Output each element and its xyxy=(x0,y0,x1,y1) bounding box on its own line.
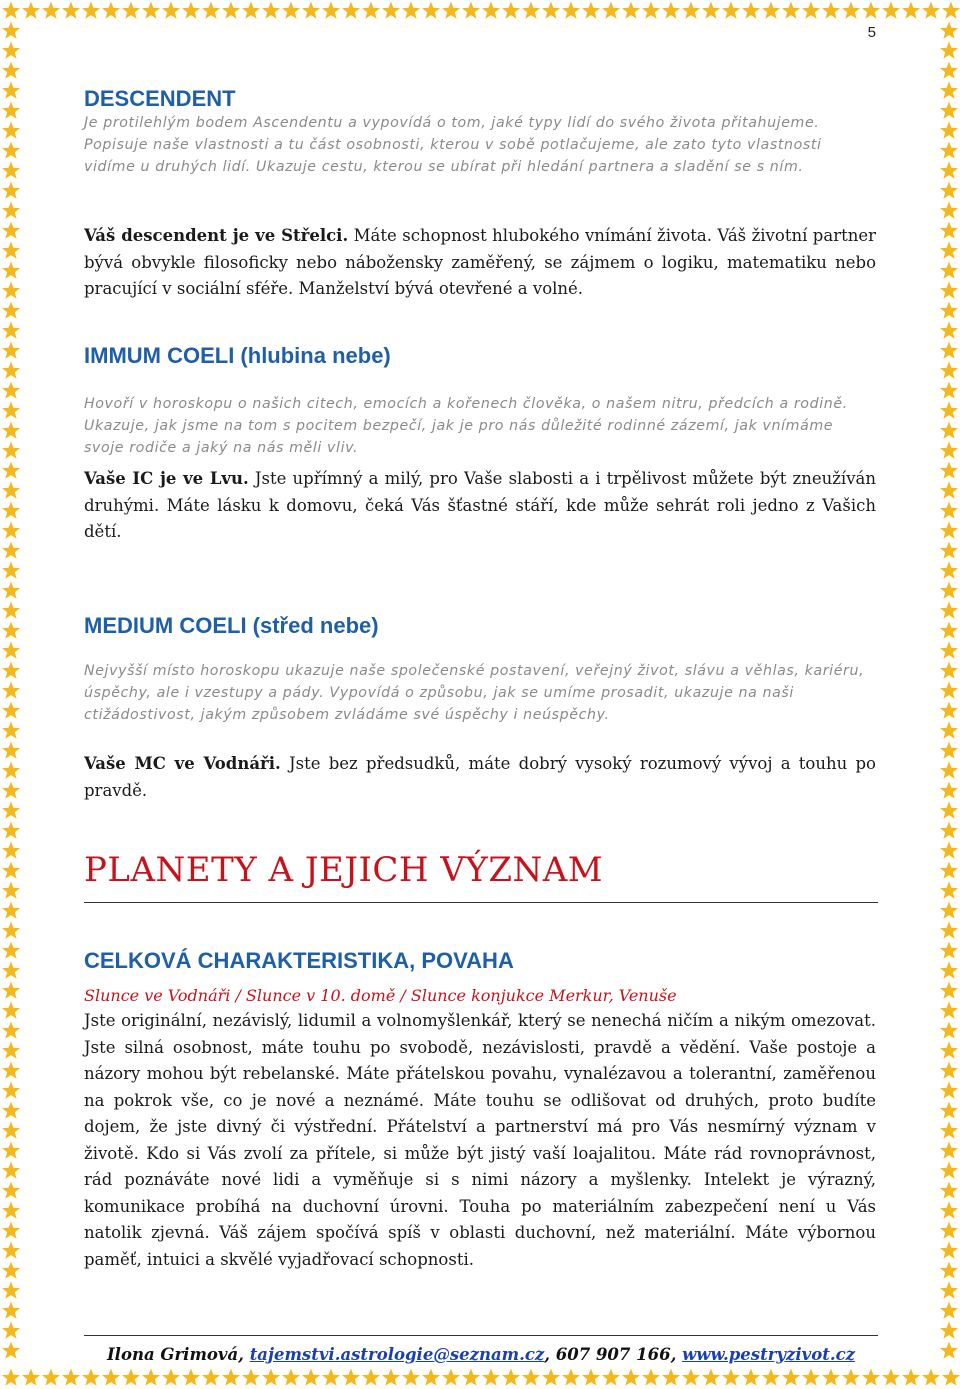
star-icon xyxy=(742,1369,760,1386)
planets-title: PLANETY A JEJICH VÝZNAM xyxy=(84,850,604,890)
star-icon xyxy=(2,742,20,759)
footer-email-link[interactable]: tajemstvi.astrologie@seznam.cz xyxy=(249,1345,545,1364)
star-icon xyxy=(382,2,400,19)
star-icon xyxy=(940,842,958,859)
star-icon xyxy=(362,1369,380,1386)
star-icon xyxy=(402,1369,420,1386)
star-icon xyxy=(342,1369,360,1386)
star-icon xyxy=(940,1202,958,1219)
star-icon xyxy=(940,1062,958,1079)
star-icon xyxy=(940,902,958,919)
star-icon xyxy=(2,262,20,279)
star-icon xyxy=(742,2,760,19)
star-icon xyxy=(2,782,20,799)
title-divider xyxy=(84,902,878,903)
star-icon xyxy=(602,1369,620,1386)
star-icon xyxy=(2,102,20,119)
star-icon xyxy=(940,182,958,199)
star-icon xyxy=(2,1002,20,1019)
star-icon xyxy=(940,242,958,259)
star-icon xyxy=(542,2,560,19)
star-icon xyxy=(462,2,480,19)
immum-coeli-body: Jste upřímný a milý, pro Vaše slabosti a i trpělivost můžete být zneužíván druhými. Máte lásku k domovu, čeká Vás šťastné stáří, kde může sehrát roli jedno z Vašich dětí. xyxy=(84,469,876,541)
star-icon xyxy=(2,422,20,439)
star-icon xyxy=(822,2,840,19)
star-icon xyxy=(662,2,680,19)
star-icon xyxy=(42,2,60,19)
star-icon xyxy=(582,1369,600,1386)
star-icon xyxy=(722,2,740,19)
descendent-intro: Je protilehlým bodem Ascendentu a vypovídá o tom, jaké typy lidí do svého života přitahujeme. Popisuje naše vlastnosti a tu část osobnosti, kterou v sobě potlačujeme, ale zato tyto vlastnosti vidíme u druhých lidí. Ukazuje cestu, kterou se ubírat při hledání partnera a sladění se s ním. xyxy=(84,115,822,175)
star-icon xyxy=(342,2,360,19)
star-icon xyxy=(682,2,700,19)
immum-coeli-text xyxy=(84,466,876,546)
star-icon xyxy=(940,742,958,759)
star-icon xyxy=(702,1369,720,1386)
star-icon xyxy=(2,182,20,199)
star-icon xyxy=(2,802,20,819)
star-icon xyxy=(940,502,958,519)
star-icon xyxy=(582,2,600,19)
star-icon xyxy=(940,362,958,379)
star-icon xyxy=(782,2,800,19)
star-icon xyxy=(2,302,20,319)
star-icon xyxy=(862,2,880,19)
star-icon xyxy=(2,222,20,239)
star-icon xyxy=(2,1102,20,1119)
star-icon xyxy=(622,2,640,19)
star-icon xyxy=(122,2,140,19)
star-icon xyxy=(222,1369,240,1386)
star-icon xyxy=(2,902,20,919)
star-icon xyxy=(782,1369,800,1386)
star-icon xyxy=(2,1242,20,1259)
star-icon xyxy=(2,542,20,559)
star-icon xyxy=(940,802,958,819)
star-icon xyxy=(940,622,958,639)
star-border-top xyxy=(0,0,960,22)
star-icon xyxy=(940,202,958,219)
star-icon xyxy=(682,1369,700,1386)
star-icon xyxy=(22,2,40,19)
star-icon xyxy=(322,2,340,19)
star-icon xyxy=(940,342,958,359)
star-icon xyxy=(2,882,20,899)
star-icon xyxy=(722,1369,740,1386)
star-icon xyxy=(2,202,20,219)
star-icon xyxy=(940,102,958,119)
star-icon xyxy=(940,22,958,39)
star-icon xyxy=(442,2,460,19)
star-icon xyxy=(940,442,958,459)
star-icon xyxy=(2,1042,20,1059)
star-icon xyxy=(940,1142,958,1159)
star-icon xyxy=(642,2,660,19)
star-icon xyxy=(482,1369,500,1386)
star-icon xyxy=(2,522,20,539)
star-icon xyxy=(422,2,440,19)
star-icon xyxy=(2,842,20,859)
star-icon xyxy=(2,762,20,779)
star-icon xyxy=(940,682,958,699)
star-icon xyxy=(2,1022,20,1039)
footer-divider xyxy=(84,1335,878,1336)
star-icon xyxy=(562,1369,580,1386)
star-icon xyxy=(940,882,958,899)
star-icon xyxy=(2,702,20,719)
star-icon xyxy=(940,142,958,159)
star-icon xyxy=(322,1369,340,1386)
star-icon xyxy=(2,342,20,359)
star-icon xyxy=(940,702,958,719)
star-icon xyxy=(602,2,620,19)
star-icon xyxy=(2,242,20,259)
star-icon xyxy=(940,1162,958,1179)
star-icon xyxy=(940,1282,958,1299)
sun-placement-subheading: Slunce ve Vodnáři / Slunce v 10. domě / Slunce konjukce Merkur, Venuše xyxy=(84,986,677,1005)
star-icon xyxy=(2,1142,20,1159)
star-icon xyxy=(2,602,20,619)
star-icon xyxy=(242,1369,260,1386)
medium-coeli-lead: Vaše MC ve Vodnáři. xyxy=(84,754,281,773)
star-icon xyxy=(940,602,958,619)
star-icon xyxy=(940,482,958,499)
star-icon xyxy=(2,282,20,299)
star-icon xyxy=(940,1122,958,1139)
star-icon xyxy=(822,1369,840,1386)
star-icon xyxy=(940,1102,958,1119)
star-icon xyxy=(940,82,958,99)
page-number: 5 xyxy=(867,24,876,41)
star-icon xyxy=(202,2,220,19)
star-icon xyxy=(940,942,958,959)
descendent-text xyxy=(84,223,876,303)
star-icon xyxy=(242,2,260,19)
star-icon xyxy=(940,402,958,419)
star-icon xyxy=(940,1002,958,1019)
star-icon xyxy=(522,1369,540,1386)
star-icon xyxy=(940,1182,958,1199)
star-icon xyxy=(940,962,958,979)
star-icon xyxy=(122,1369,140,1386)
star-icon xyxy=(262,2,280,19)
star-icon xyxy=(2,322,20,339)
star-icon xyxy=(940,642,958,659)
star-icon xyxy=(940,122,958,139)
star-icon xyxy=(940,722,958,739)
star-icon xyxy=(2,962,20,979)
star-icon xyxy=(162,1369,180,1386)
star-icon xyxy=(182,2,200,19)
star-icon xyxy=(940,322,958,339)
star-icon xyxy=(940,262,958,279)
star-icon xyxy=(940,1262,958,1279)
star-icon xyxy=(940,422,958,439)
medium-coeli-intro: Nejvyšší místo horoskopu ukazuje naše společenské postavení, veřejný život, slávu a věhlas, kariéru, úspěchy, ale i vzestupy a pády. Vypovídá o způsobu, jak se umíme prosadit, ukazuje na naši ctižádostivost, jakým způsobem zvládáme své úspěchy i neúspěchy. xyxy=(84,663,865,723)
star-icon xyxy=(262,1369,280,1386)
star-icon xyxy=(502,1369,520,1386)
star-icon xyxy=(902,1369,920,1386)
star-icon xyxy=(762,1369,780,1386)
star-icon xyxy=(2,162,20,179)
star-icon xyxy=(2,462,20,479)
star-icon xyxy=(940,862,958,879)
star-icon xyxy=(2,982,20,999)
star-icon xyxy=(2,1342,20,1359)
star-icon xyxy=(182,1369,200,1386)
star-icon xyxy=(2,142,20,159)
star-icon xyxy=(2,1282,20,1299)
star-icon xyxy=(940,762,958,779)
star-icon xyxy=(362,2,380,19)
star-icon xyxy=(402,2,420,19)
star-icon xyxy=(482,2,500,19)
star-icon xyxy=(940,522,958,539)
star-icon xyxy=(2,22,20,39)
star-icon xyxy=(2,82,20,99)
star-icon xyxy=(842,2,860,19)
star-icon xyxy=(102,1369,120,1386)
footer-phone: , 607 907 166, xyxy=(544,1345,683,1364)
star-icon xyxy=(2,682,20,699)
medium-coeli-body: Jste bez předsudků, máte dobrý vysoký rozumový vývoj a touhu po pravdě. xyxy=(84,754,876,800)
star-icon xyxy=(2,62,20,79)
star-icon xyxy=(2,1302,20,1319)
character-text: Jste originální, nezávislý, lidumil a volnomyšlenkář, který se nenechá ničím a nikým omezovat. Jste silná osobnost, máte touhu po svobodě, nezávislosti, pravdě a vědění. Vaše postoje a názory mohou být rebelanské. Máte přátelskou povahu, vynalézavou a tolerantní, zaměřenou na pokrok vše, co je nové a neznámé. Máte touhu se odlišovat od druhých, proto budíte dojem, že jste divný či výstřední. Přátelství a partnerství má pro Vás nesmírný význam v životě. Kdo si Vás zvolí za přítele, si může být jistý vaší loajalitou. Máte rád rovnoprávnost, rád poznáváte nové lidi a vyměňuje si s nimi názory a myšlenky. Intelekt je výrazný, komunikace probíhá na duchovní úrovni. Touha po materiálním zabezpečení není u Vás natolik zjevná. Váš zájem spočívá spíš v oblasti duchovní, než materiální. Máte výbornou paměť, intuici a skvělé vyjadřovací schopnosti. xyxy=(84,1011,876,1269)
star-icon xyxy=(2,822,20,839)
star-icon xyxy=(2,1082,20,1099)
descendent-heading: DESCENDENT xyxy=(84,86,236,111)
star-icon xyxy=(282,1369,300,1386)
star-icon xyxy=(940,1342,958,1359)
star-icon xyxy=(940,1022,958,1039)
medium-coeli-heading: MEDIUM COELI (střed nebe) xyxy=(84,613,379,638)
star-icon xyxy=(462,1369,480,1386)
star-border-bottom xyxy=(0,1367,960,1389)
footer-website-link[interactable]: www.pestryzivot.cz xyxy=(682,1345,856,1364)
star-icon xyxy=(2,922,20,939)
descendent-body: Máte schopnost hlubokého vnímání života. Váš životní partner bývá obvykle filosoficky nebo nábožensky zaměřený, se zájmem o logiku, matematiku nebo pracující v sociální sféře. Manželství bývá otevřené a volné. xyxy=(84,226,876,298)
star-icon xyxy=(422,1369,440,1386)
star-icon xyxy=(2,122,20,139)
star-icon xyxy=(940,1302,958,1319)
star-icon xyxy=(82,1369,100,1386)
star-icon xyxy=(2,1122,20,1139)
star-icon xyxy=(162,2,180,19)
descendent-lead: Váš descendent je ve Střelci. xyxy=(84,226,349,245)
star-icon xyxy=(940,562,958,579)
star-icon xyxy=(2,1162,20,1179)
star-icon xyxy=(2,1222,20,1239)
star-icon xyxy=(940,162,958,179)
immum-coeli-heading: IMMUM COELI (hlubina nebe) xyxy=(84,343,391,368)
star-icon xyxy=(762,2,780,19)
star-icon xyxy=(2,1182,20,1199)
medium-coeli-text xyxy=(84,751,876,804)
star-icon xyxy=(282,2,300,19)
star-icon xyxy=(562,2,580,19)
star-icon xyxy=(2,382,20,399)
character-heading: CELKOVÁ CHARAKTERISTIKA, POVAHA xyxy=(84,948,514,973)
star-icon xyxy=(2,622,20,639)
star-icon xyxy=(940,222,958,239)
star-icon xyxy=(940,1322,958,1339)
star-icon xyxy=(522,2,540,19)
star-icon xyxy=(622,1369,640,1386)
star-border-left xyxy=(0,0,22,1389)
star-icon xyxy=(2,502,20,519)
star-icon xyxy=(940,782,958,799)
star-icon xyxy=(862,1369,880,1386)
star-icon xyxy=(882,2,900,19)
star-icon xyxy=(702,2,720,19)
star-icon xyxy=(940,1242,958,1259)
star-icon xyxy=(2,582,20,599)
star-icon xyxy=(940,62,958,79)
star-icon xyxy=(940,822,958,839)
star-icon xyxy=(2,942,20,959)
star-icon xyxy=(82,2,100,19)
star-icon xyxy=(802,2,820,19)
star-icon xyxy=(2,1062,20,1079)
star-icon xyxy=(882,1369,900,1386)
star-icon xyxy=(940,1042,958,1059)
star-icon xyxy=(222,2,240,19)
immum-coeli-lead: Vaše IC je ve Lvu. xyxy=(84,469,249,488)
star-icon xyxy=(442,1369,460,1386)
star-icon xyxy=(2,662,20,679)
star-icon xyxy=(940,982,958,999)
star-icon xyxy=(2,442,20,459)
star-icon xyxy=(2,362,20,379)
star-icon xyxy=(42,1369,60,1386)
star-icon xyxy=(2,1322,20,1339)
star-icon xyxy=(2,562,20,579)
star-icon xyxy=(382,1369,400,1386)
star-icon xyxy=(22,1369,40,1386)
star-icon xyxy=(940,302,958,319)
star-icon xyxy=(940,1082,958,1099)
star-icon xyxy=(940,582,958,599)
star-border-right xyxy=(938,0,960,1389)
star-icon xyxy=(102,2,120,19)
star-icon xyxy=(2,642,20,659)
star-icon xyxy=(940,1222,958,1239)
star-icon xyxy=(202,1369,220,1386)
star-icon xyxy=(302,2,320,19)
star-icon xyxy=(940,542,958,559)
star-icon xyxy=(2,1262,20,1279)
star-icon xyxy=(902,2,920,19)
star-icon xyxy=(940,922,958,939)
star-icon xyxy=(142,2,160,19)
footer xyxy=(84,1345,878,1364)
star-icon xyxy=(542,1369,560,1386)
star-icon xyxy=(2,42,20,59)
star-icon xyxy=(842,1369,860,1386)
star-icon xyxy=(642,1369,660,1386)
star-icon xyxy=(142,1369,160,1386)
star-icon xyxy=(2,482,20,499)
star-icon xyxy=(62,1369,80,1386)
star-icon xyxy=(2,1202,20,1219)
star-icon xyxy=(62,2,80,19)
star-icon xyxy=(662,1369,680,1386)
star-icon xyxy=(940,282,958,299)
star-icon xyxy=(302,1369,320,1386)
star-icon xyxy=(940,42,958,59)
star-icon xyxy=(940,462,958,479)
star-icon xyxy=(802,1369,820,1386)
star-icon xyxy=(2,722,20,739)
immum-coeli-intro: Hovoří v horoskopu o našich citech, emocích a kořenech člověka, o našem nitru, předcích a rodině. Ukazuje, jak jsme na tom s pocitem bezpečí, jak je pro nás důležité rodinné zázemí, jak vnímáme svoje rodiče a jaký na nás měli vliv. xyxy=(84,396,848,456)
footer-name: Ilona Grimová, xyxy=(106,1345,250,1364)
star-icon xyxy=(502,2,520,19)
star-icon xyxy=(2,402,20,419)
star-icon xyxy=(2,862,20,879)
star-icon xyxy=(940,382,958,399)
star-icon xyxy=(940,662,958,679)
